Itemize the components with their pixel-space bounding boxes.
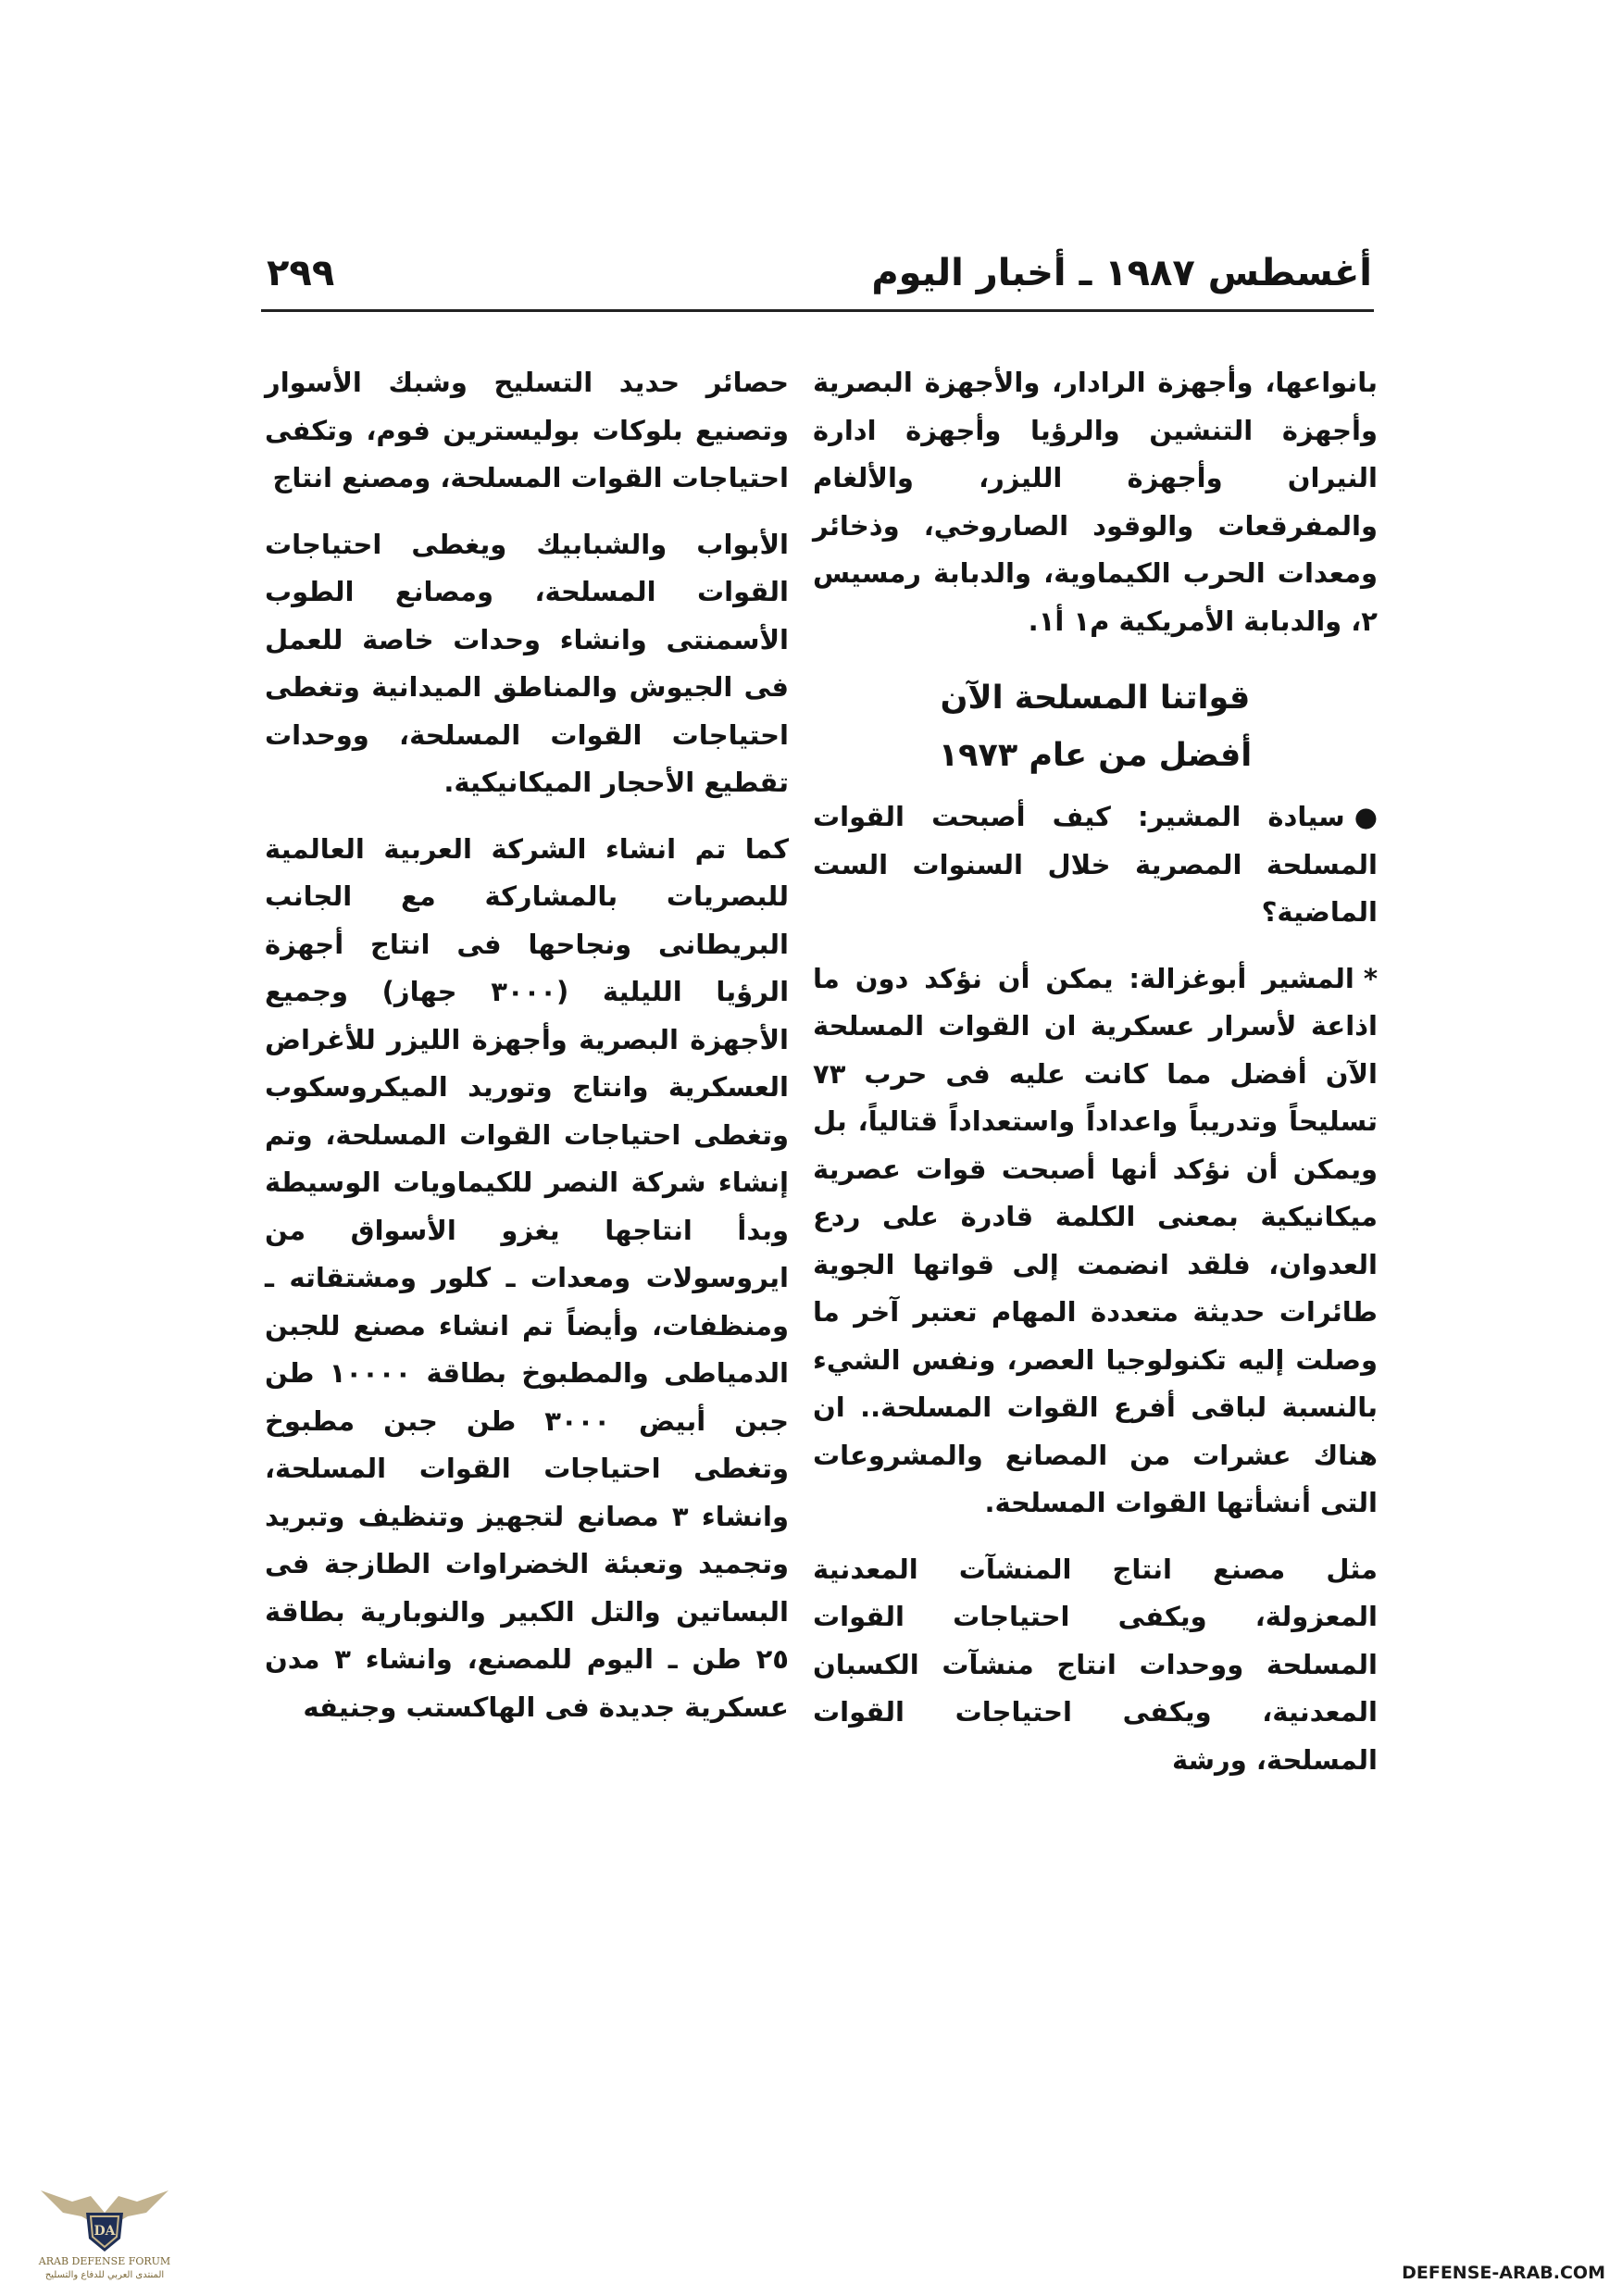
section-heading — [813, 669, 1378, 784]
question-text: سيادة المشير: كيف أصبحت القوات المسلحة المصرية خلال السنوات الست الماضية؟ — [813, 801, 1378, 928]
answer-paragraph — [813, 955, 1378, 1528]
section-heading-line2: أفضل من عام ١٩٧٣ — [938, 737, 1253, 774]
header-rule — [261, 309, 1374, 312]
logo-text: ARAB DEFENSE FORUM — [38, 2255, 171, 2267]
factories-paragraph: مثل مصنع انتاج المنشآت المعدنية المعزولة، ويكفى احتياجات القوات المسلحة ووحدات انتاج منشآت الكسبان المعدنية، ويكفى احتياجات القوات المسلحة، ورشة — [813, 1553, 1378, 1776]
answer-text: المشير أبوغزالة: يمكن أن نؤكد دون ما اذاعة لأسرار عسكرية ان القوات المسلحة الآن أفضل مما كانت عليه فى حرب ٧٣ تسليحاً وتدريباً واعداداً واستعداداً قتالياً، بل ويمكن أن نؤكد أنها أصبحت قوات عصرية ميكانيكية بمعنى الكلمة قادرة على ردع العدوان، فلقد انضمت إلى قواتها الجوية طائرات حديثة متعددة المهام تعتبر آخر ما وصلت إليه تكنولوجيا العصر، ونفس الشيء بالنسبة لباقى أفرع القوات المسلحة.. ان هناك عشرات من المصانع والمشروعات التى أنشأتها القوات المسلحة. — [813, 962, 1378, 1518]
left-column — [265, 359, 789, 1731]
section-heading-line1: قواتنا المسلحة الآن — [940, 680, 1251, 717]
left-paragraph-2: الأبواب والشبابيك ويغطى احتياجات القوات المسلحة، ومصانع الطوب الأسمنتى وانشاء وحدات خاصة للعمل فى الجيوش والمناطق الميدانية وتغطى احتياجات القوات المسلحة، ووحدات تقطيع الأحجار الميكانيكية. — [265, 528, 789, 798]
header-title: أغسطس ١٩٨٧ ـ أخبار اليوم — [871, 252, 1372, 294]
asterisk-icon: * — [1363, 962, 1378, 994]
intro-paragraph: بانواعها، وأجهزة الرادار، والأجهزة البصرية وأجهزة التنشين والرؤيا وأجهزة ادارة النيران وأجهزة الليزر، والألغام والمفرقعات والوقود الصاروخي، وذخائر ومعدات الحرب الكيماوية، والدبابة رمسيس ٢، والدبابة الأمريكية م١ أ١. — [813, 367, 1378, 637]
eagle-shield-icon — [35, 2165, 174, 2257]
right-column — [813, 359, 1378, 1784]
left-paragraph-3: كما تم انشاء الشركة العربية العالمية للبصريات بالمشاركة مع الجانب البريطانى ونجاحها فى انتاج أجهزة الرؤيا الليلية (٣٠٠٠ جهاز) وجميع الأجهزة البصرية وأجهزة الليزر للأغراض العسكرية وانتاج وتوريد الميكروسكوب وتغطى احتياجات القوات المسلحة، وتم إنشاء شركة النصر للكيماويات الوسيطة وبدأ انتاجها يغزو الأسواق من ايروسولات ومعدات ـ كلور ومشتقاته ـ ومنظفات، وأيضاً تم انشاء مصنع للجبن الدمياطى والمطبوخ بطاقة ١٠٠٠٠ طن جبن أبيض ٣٠٠٠ طن جبن مطبوخ وتغطى احتياجات القوات المسلحة، وانشاء ٣ مصانع لتجهيز وتنظيف وتبريد وتجميد وتعبئة الخضراوات الطازجة فى البساتين والتل الكبير والنوبارية بطاقة ٢٥ طن ـ اليوم للمصنع، وانشاء ٣ مدن عسكرية جديدة فى الهاكستب وجنيفه — [265, 832, 790, 1723]
page-header — [267, 252, 1372, 304]
left-paragraph-1: حصائر حديد التسليح وشبك الأسوار وتصنيع بلوكات بوليسترين فوم، وتكفى احتياجات القوات المسلحة، ومصنع انتاج — [265, 367, 789, 493]
question-paragraph — [813, 793, 1378, 937]
site-watermark: DEFENSE-ARAB.COM — [1402, 2263, 1605, 2283]
logo-subtext: المنتدى العربي للدفاع والتسليح — [44, 2270, 165, 2280]
logo-badge-text: DA — [94, 2224, 116, 2239]
forum-logo — [35, 2165, 174, 2294]
page-number: ٢٩٩ — [267, 252, 335, 294]
bullet-icon: ● — [1354, 801, 1378, 832]
